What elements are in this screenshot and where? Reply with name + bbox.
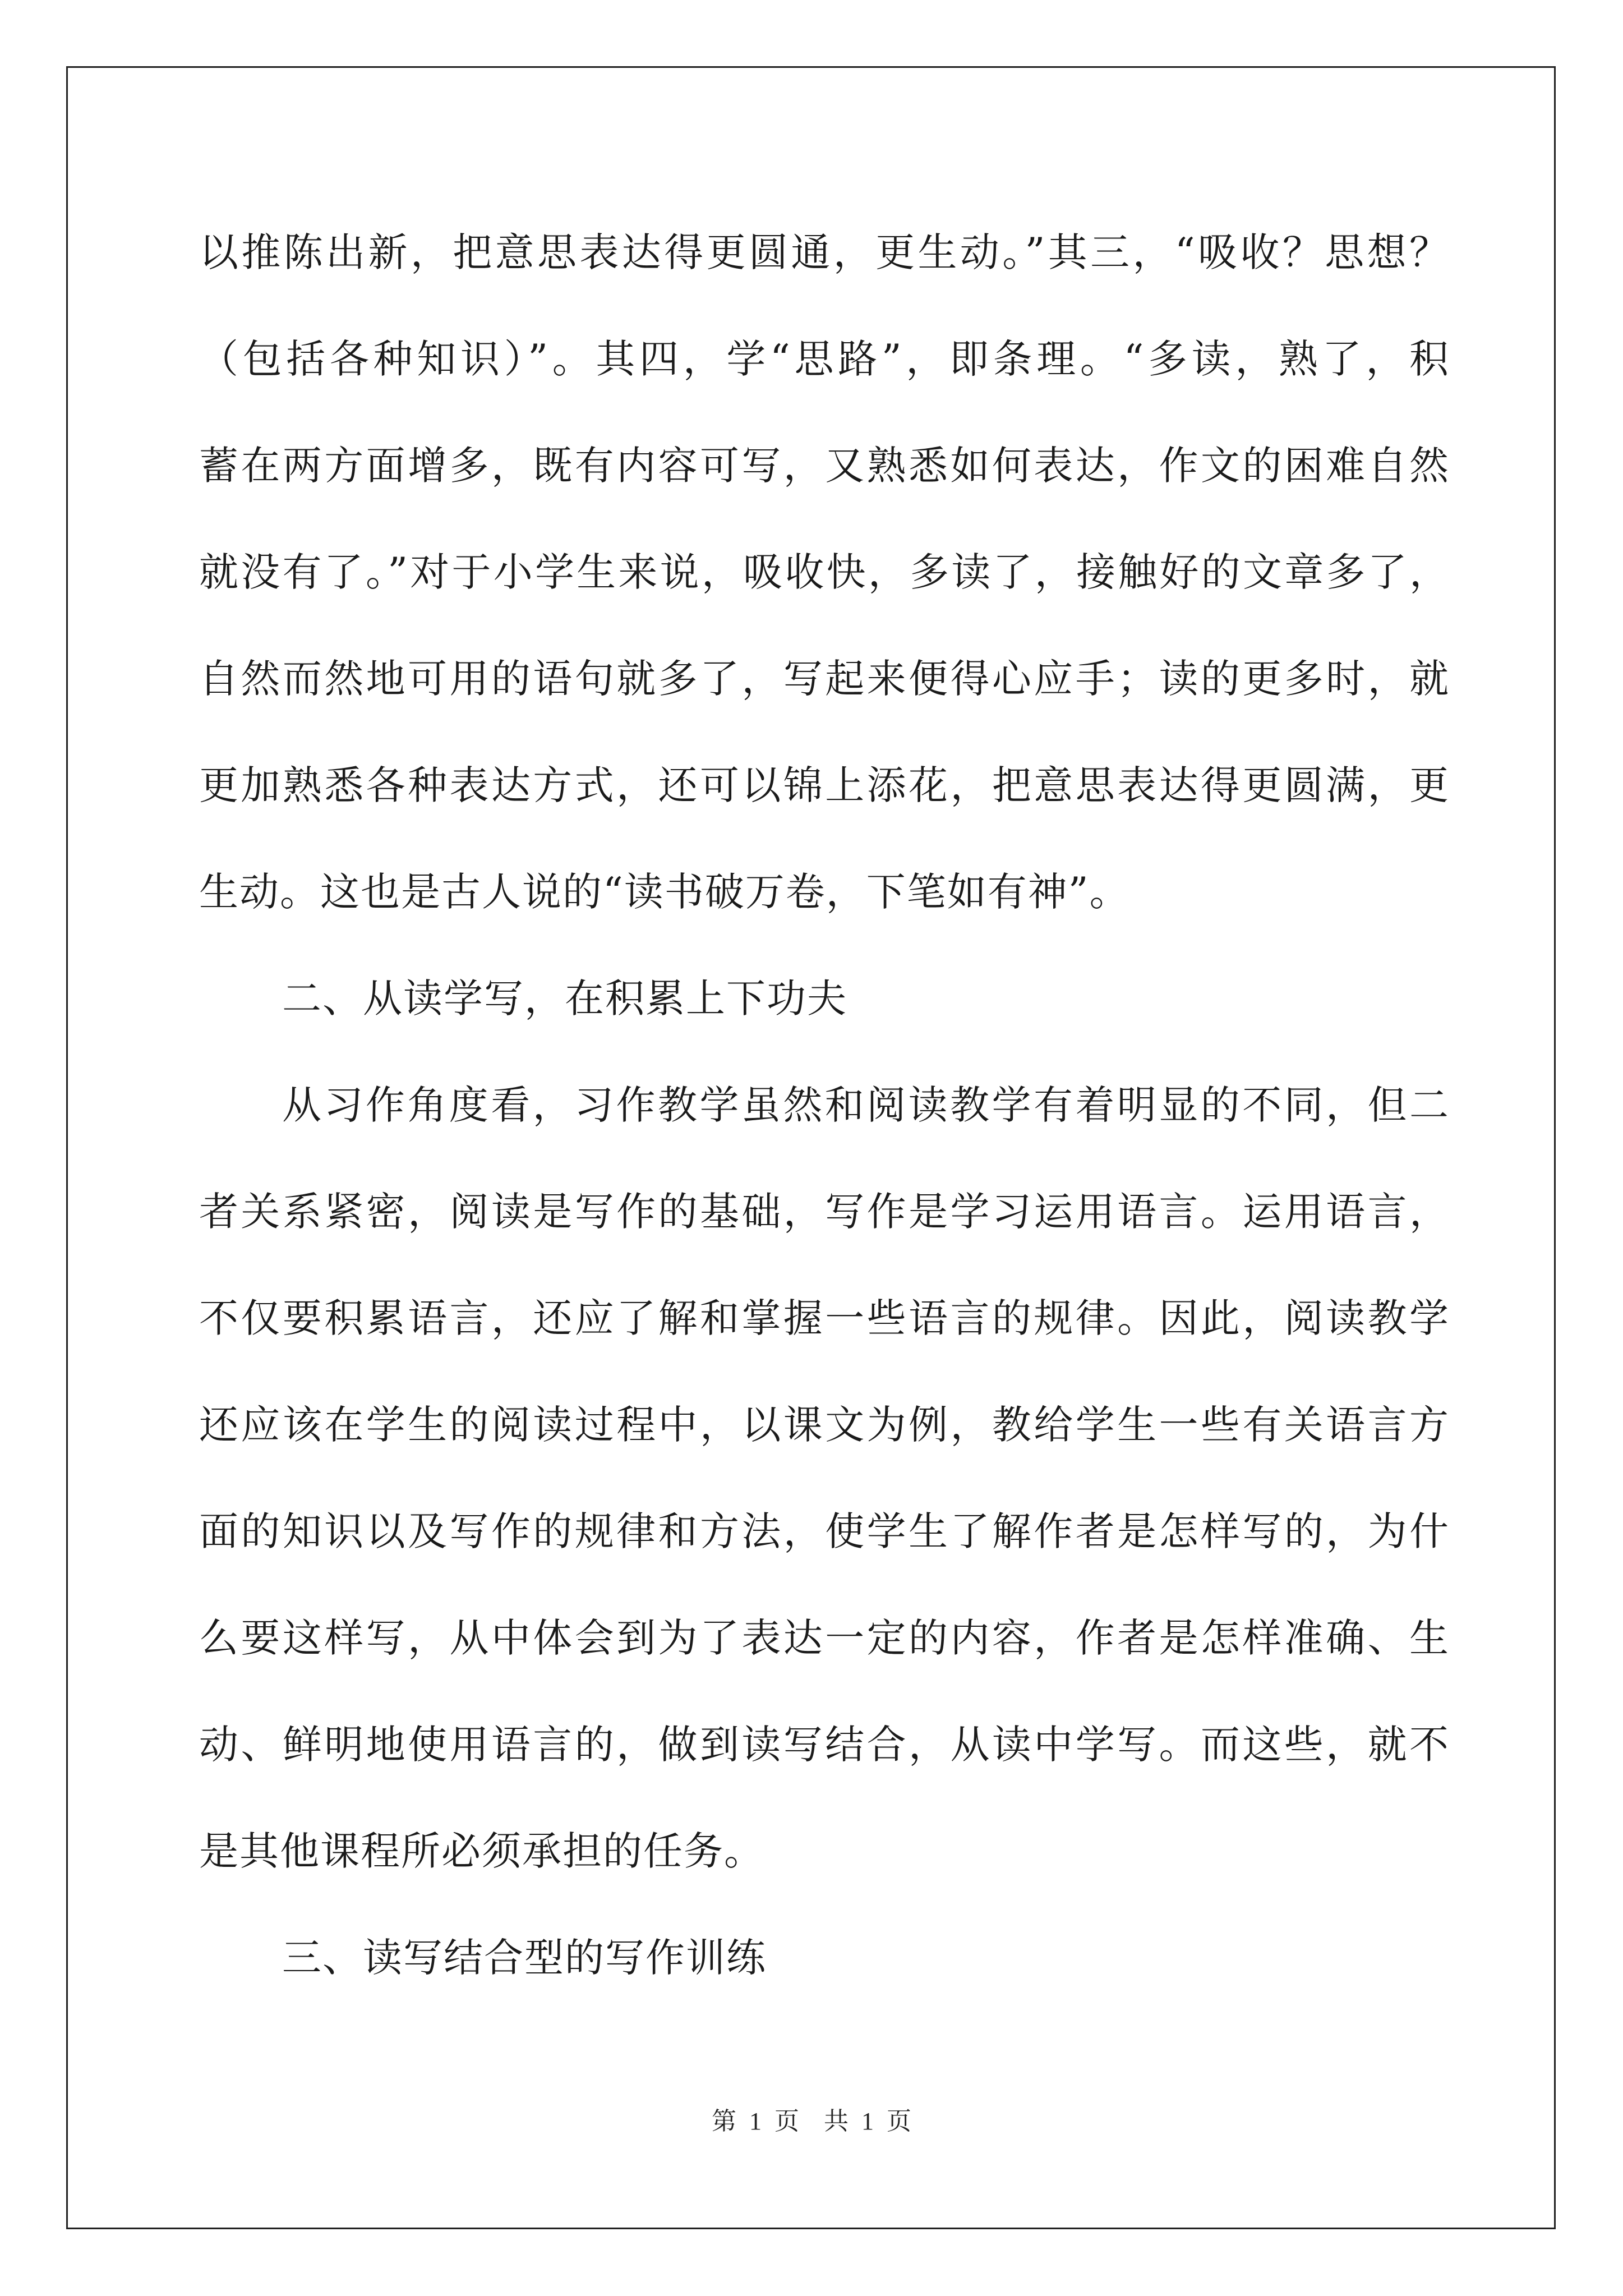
text-line: 者关系紧密，阅读是写作的基础，写作是学习运用语言。运用语言， bbox=[199, 1189, 1450, 1235]
paragraph-2 bbox=[199, 1052, 1450, 1904]
paragraph-1 bbox=[199, 199, 1450, 945]
text-line: 是其他课程所必须承担的任务。 bbox=[199, 1828, 764, 1874]
section-heading-2: 二、从读学写，在积累上下功夫 bbox=[282, 976, 847, 1022]
page-number-footer: 第 1 页 共 1 页 bbox=[712, 2108, 911, 2135]
text-line: 动、鲜明地使用语言的，做到读写结合，从读中学写。而这些，就不 bbox=[199, 1722, 1450, 1768]
text-line: 面的知识以及写作的规律和方法，使学生了解作者是怎样写的，为什 bbox=[199, 1508, 1450, 1554]
document-body bbox=[199, 199, 1450, 2011]
text-line: 更加熟悉各种表达方式，还可以锦上添花，把意思表达得更圆满，更 bbox=[199, 762, 1450, 808]
section-heading-3: 三、读写结合型的写作训练 bbox=[282, 1935, 767, 1981]
text-line: 以推陈出新，把意思表达得更圆通，更生动。”其三，“吸收？思想？ bbox=[199, 229, 1450, 275]
text-line: （包括各种知识）”。其四，学“思路”，即条理。“多读，熟了，积 bbox=[199, 336, 1450, 382]
text-line: 蓄在两方面增多，既有内容可写，又熟悉如何表达，作文的困难自然 bbox=[199, 443, 1450, 489]
text-line: 生动。这也是古人说的“读书破万卷，下笔如有神”。 bbox=[199, 869, 1130, 915]
text-line: 就没有了。”对于小学生来说，吸收快，多读了，接触好的文章多了， bbox=[199, 549, 1450, 595]
text-line: 还应该在学生的阅读过程中，以课文为例，教给学生一些有关语言方 bbox=[199, 1402, 1450, 1448]
text-line: 自然而然地可用的语句就多了，写起来便得心应手；读的更多时，就 bbox=[199, 656, 1450, 702]
text-line: 么要这样写，从中体会到为了表达一定的内容，作者是怎样准确、生 bbox=[199, 1615, 1450, 1661]
text-line: 不仅要积累语言，还应了解和掌握一些语言的规律。因此，阅读教学 bbox=[199, 1295, 1450, 1341]
text-line: 从习作角度看，习作教学虽然和阅读教学有着明显的不同，但二 bbox=[282, 1082, 1450, 1128]
